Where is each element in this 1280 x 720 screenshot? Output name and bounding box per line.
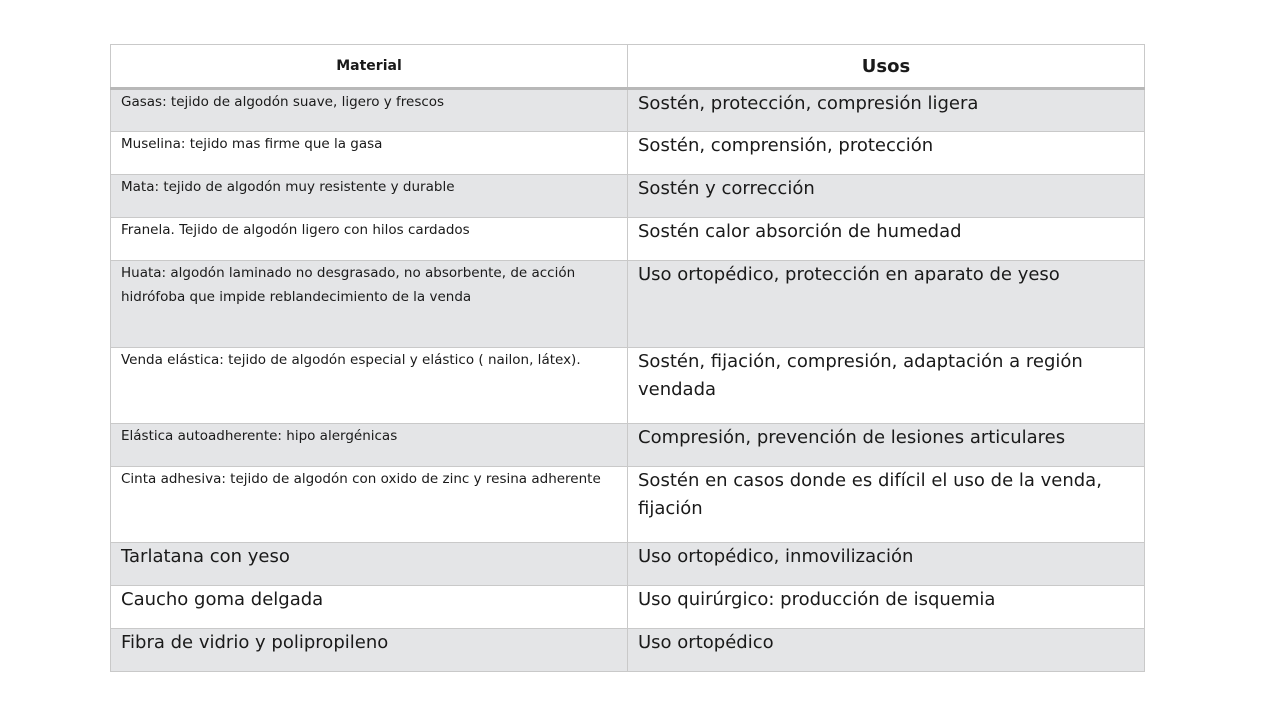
table-row [111, 89, 1145, 132]
material-cell: Fibra de vidrio y polipropileno [111, 629, 628, 672]
table-header-row [111, 45, 1145, 89]
material-cell: Mata: tejido de algodón muy resistente y durable [111, 175, 628, 218]
usos-cell: Sostén, fijación, compresión, adaptación a región vendada [628, 348, 1145, 424]
material-cell: Franela. Tejido de algodón ligero con hilos cardados [111, 218, 628, 261]
material-cell: Gasas: tejido de algodón suave, ligero y frescos [111, 89, 628, 132]
table-row [111, 218, 1145, 261]
usos-cell: Uso ortopédico, inmovilización [628, 543, 1145, 586]
usos-cell: Sostén en casos donde es difícil el uso de la venda, fijación [628, 467, 1145, 543]
usos-cell: Uso quirúrgico: producción de isquemia [628, 586, 1145, 629]
usos-cell: Uso ortopédico [628, 629, 1145, 672]
table-row [111, 348, 1145, 424]
usos-cell: Sostén y corrección [628, 175, 1145, 218]
material-cell: Muselina: tejido mas firme que la gasa [111, 132, 628, 175]
usos-cell: Sostén, comprensión, protección [628, 132, 1145, 175]
material-cell: Caucho goma delgada [111, 586, 628, 629]
material-cell: Tarlatana con yeso [111, 543, 628, 586]
material-cell: Huata: algodón laminado no desgrasado, no absorbente, de acción hidrófoba que impide reblandecimiento de la venda [111, 261, 628, 348]
usos-cell: Sostén calor absorción de humedad [628, 218, 1145, 261]
table-row [111, 424, 1145, 467]
table-row [111, 467, 1145, 543]
usos-cell: Sostén, protección, compresión ligera [628, 89, 1145, 132]
usos-cell: Compresión, prevención de lesiones articulares [628, 424, 1145, 467]
table-row [111, 132, 1145, 175]
table-row [111, 175, 1145, 218]
materials-table [110, 44, 1145, 672]
table-row [111, 586, 1145, 629]
material-cell: Elástica autoadherente: hipo alergénicas [111, 424, 628, 467]
usos-cell: Uso ortopédico, protección en aparato de yeso [628, 261, 1145, 348]
header-usos: Usos [628, 45, 1145, 89]
header-material: Material [111, 45, 628, 89]
table-row [111, 543, 1145, 586]
material-cell: Cinta adhesiva: tejido de algodón con oxido de zinc y resina adherente [111, 467, 628, 543]
table-row [111, 261, 1145, 348]
table-row [111, 629, 1145, 672]
material-cell: Venda elástica: tejido de algodón especial y elástico ( nailon, látex). [111, 348, 628, 424]
